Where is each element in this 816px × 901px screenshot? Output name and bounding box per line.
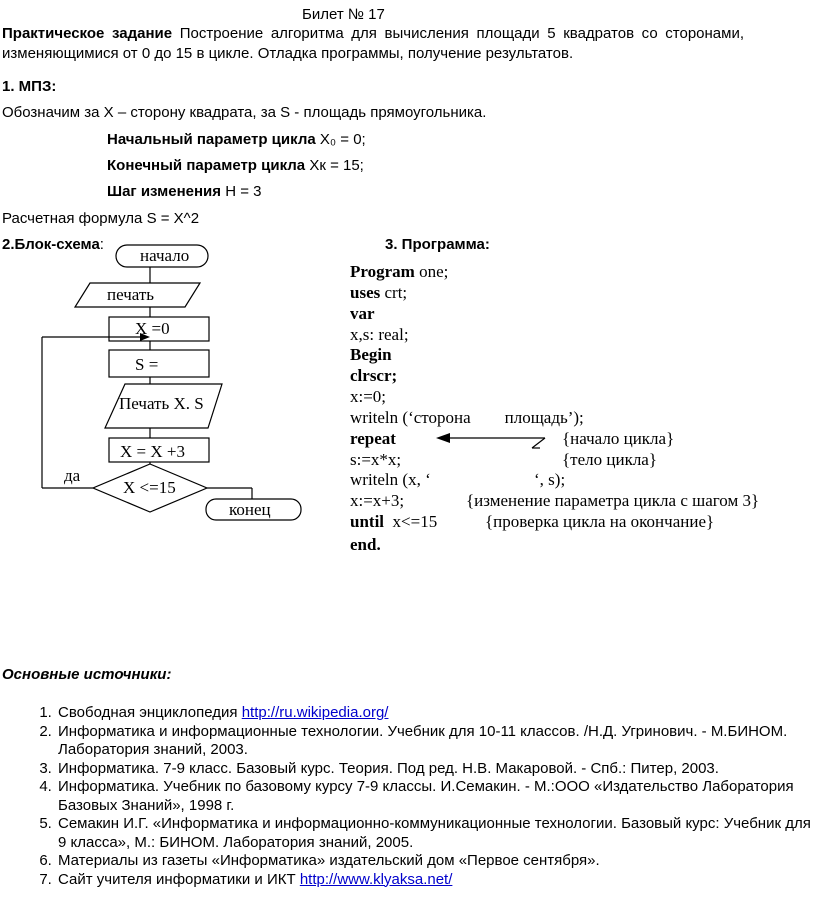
mpz-description: Обозначим за Х – сторону квадрата, за S - площадь прямоугольника. (2, 104, 487, 121)
start-param-label: Начальный параметр цикла (107, 131, 316, 148)
mpz-heading: 1. МПЗ: (2, 78, 57, 95)
code-line-2: uses crt; (350, 283, 408, 302)
flow-condition-label: X <=15 (123, 478, 176, 497)
source-item: 1. Свободная энциклопедия http://ru.wikipedia.org/ (56, 704, 816, 723)
code-line-9: repeat (350, 429, 396, 448)
flow-start-label: начало (140, 246, 190, 265)
code-line-7: x:=0; (350, 387, 387, 406)
code-line-13: until x<=15 (350, 512, 438, 531)
sources-list (20, 704, 816, 889)
flow-yes-label: да (64, 466, 81, 485)
end-param-value: Xк = 15; (309, 157, 364, 174)
program-heading: 3. Программа: (385, 236, 490, 253)
flow-print-label: печать (107, 285, 155, 304)
code-line-11b: ‘, s); (534, 470, 566, 489)
ticket-title: Билет № 17 (302, 6, 385, 23)
source-item: 2. Информатика и информационные технологии. Учебник для 10-11 классов. /Н.Д. Угринович. - М.БИНОМ. Лаборатория знаний, 2003. (56, 723, 816, 760)
step-param-label: Шаг изменения (107, 183, 222, 200)
code-comment-10: {тело цикла} (562, 450, 658, 469)
flowchart-heading-colon: : (99, 236, 104, 253)
start-param-value: X₀ = 0; (319, 131, 366, 148)
flow-calc-label: S = (135, 355, 159, 374)
task-text: Построение алгоритма для вычисления площади 5 квадратов со сторонами, изменяющимися от 0 до 15 в цикле. Отладка программы, получение результатов. (2, 25, 744, 62)
flow-print-result-label: Печать X. S (119, 394, 204, 413)
step-param-value: Н = 3 (225, 183, 262, 200)
code-line-14: end. (350, 535, 381, 554)
source-item: 7. Сайт учителя информатики и ИКТ http://www.klyaksa.net/ (56, 871, 816, 890)
code-line-11a: writeln (x, ‘ (350, 470, 431, 489)
source-item: 5. Семакин И.Г. «Информатика и информационно-коммуникационные технологии. Базовый курс: Учебник для 9 класса», М.: БИНОМ. Лаборатория знаний, 2005. (56, 815, 816, 852)
code-comment-9: {начало цикла} (562, 429, 675, 448)
calc-block-shape (109, 350, 209, 377)
end-param-label: Конечный параметр цикла (107, 157, 306, 174)
code-comment-12: {изменение параметра цикла с шагом 3} (466, 491, 760, 510)
code-line-8: writeln (‘сторона площадь’); (350, 408, 584, 427)
flow-end-label: конец (229, 500, 271, 519)
code-line-4: x,s: real; (350, 325, 409, 344)
flow-init-label: X =0 (135, 319, 170, 338)
source-item: 3. Информатика. 7-9 класс. Базовый курс. Теория. Под ред. Н.В. Макаровой. - Спб.: Питер, 2003. (56, 760, 816, 779)
code-line-1: Program one; (350, 262, 449, 281)
flowchart-heading-label: 2.Блок-схема (2, 236, 100, 253)
task-label: Практическое задание (2, 25, 173, 42)
formula: Расчетная формула S = X^2 (2, 210, 200, 227)
source-link-wikipedia[interactable]: http://ru.wikipedia.org/ (241, 704, 389, 721)
code-comment-13: {проверка цикла на окончание} (485, 512, 715, 531)
source-link-klyaksa[interactable]: http://www.klyaksa.net/ (299, 870, 453, 888)
flow-increment-label: X = X +3 (120, 442, 185, 461)
sources-heading: Основные источники: (2, 666, 172, 683)
code-line-12: x:=x+3; (350, 491, 405, 510)
code-line-5: Begin (350, 345, 392, 364)
code-line-10: s:=x*x; (350, 450, 402, 469)
source-item: 6. Материалы из газеты «Информатика» издательский дом «Первое сентября». (56, 852, 816, 871)
code-line-3: var (350, 304, 375, 323)
code-line-6: clrscr; (350, 366, 398, 385)
source-item: 4. Информатика. Учебник по базовому курсу 7-9 классы. И.Семакин. - М.:ООО «Издательство Лаборатория Базовых Знаний», 1998 г. (56, 778, 816, 815)
